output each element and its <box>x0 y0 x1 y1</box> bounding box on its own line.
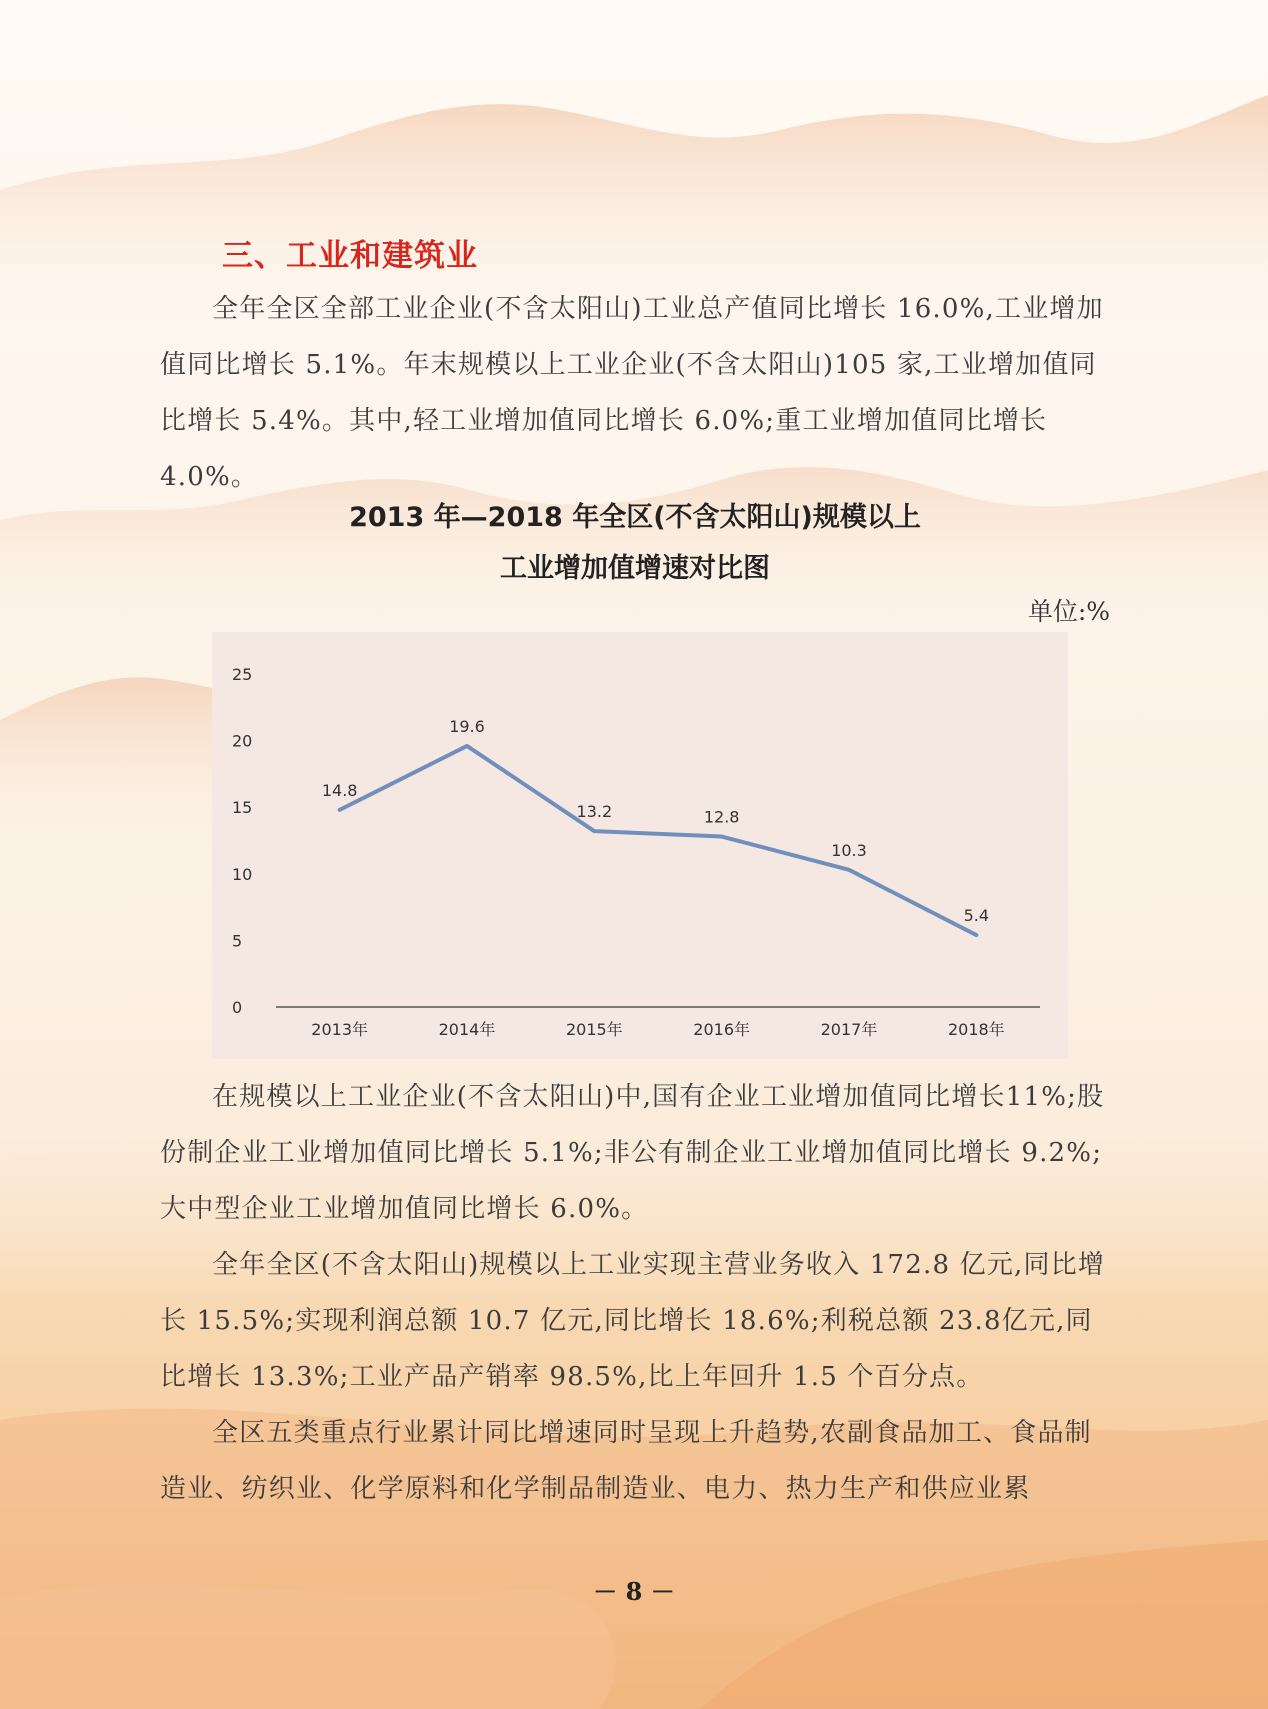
x-tick-label: 2016年 <box>693 1020 751 1039</box>
x-tick-label: 2015年 <box>565 1020 623 1039</box>
data-point <box>720 835 723 838</box>
data-label: 12.8 <box>703 807 740 827</box>
data-point <box>848 868 851 871</box>
section-heading: 三、工业和建筑业 <box>222 238 478 274</box>
y-tick-label: 5 <box>232 931 243 951</box>
paragraph-key-industries: 全区五类重点行业累计同比增速同时呈现上升趋势,农副食品加工、食品制造业、纺织业、化学原料和化学制品制造业、电力、热力生产和供应业累 <box>160 1418 1092 1504</box>
data-label: 14.8 <box>321 780 358 800</box>
y-tick-label: 15 <box>232 798 253 818</box>
line-chart <box>212 632 1068 1059</box>
chart-title-line-1: 2013 年—2018 年全区(不含太阳山)规模以上 <box>349 502 921 533</box>
y-tick-label: 25 <box>232 665 253 684</box>
page-number: － 8 － <box>593 1577 675 1606</box>
data-label: 19.6 <box>449 716 485 736</box>
x-tick-label: 2014年 <box>438 1020 496 1039</box>
paragraph-revenue-profit: 全年全区(不含太阳山)规模以上工业实现主营业务收入 172.8 亿元,同比增长 15.5%;实现利润总额 10.7 亿元,同比增长 18.6%;利税总额 23.8亿元,同比增长 13.3%;工业产品产销率 98.5%,比上年回升 1.5 个百分点。 <box>160 1250 1106 1392</box>
chart-unit-label: 单位:% <box>1027 597 1110 626</box>
x-tick-label: 2013年 <box>311 1020 369 1039</box>
data-label: 5.4 <box>963 906 990 926</box>
x-tick-label: 2018年 <box>947 1020 1005 1039</box>
y-tick-label: 10 <box>232 864 253 884</box>
chart-plot-background <box>212 632 1068 1059</box>
chart-title-line-2: 工业增加值增速对比图 <box>500 553 770 584</box>
data-point <box>466 744 469 747</box>
data-point <box>975 934 978 937</box>
paragraph-industry-overview: 全年全区全部工业企业(不含太阳山)工业总产值同比增长 16.0%,工业增加值同比增长 5.1%。年末规模以上工业企业(不含太阳山)105 家,工业增加值同比增长 5.4%。其中,轻工业增加值同比增长 6.0%;重工业增加值同比增长 4.0%。 <box>160 294 1104 492</box>
paragraph-enterprise-types: 在规模以上工业企业(不含太阳山)中,国有企业工业增加值同比增长11%;股份制企业工业增加值同比增长 5.1%;非公有制企业工业增加值同比增长 9.2%;大中型企业工业增加值同比增长 6.0%。 <box>160 1082 1105 1224</box>
data-label: 10.3 <box>831 840 867 860</box>
data-point <box>593 830 596 833</box>
data-point <box>338 808 341 811</box>
x-tick-label: 2017年 <box>820 1020 878 1039</box>
data-label: 13.2 <box>576 802 613 822</box>
y-tick-label: 0 <box>232 998 243 1017</box>
y-tick-label: 20 <box>232 731 253 751</box>
